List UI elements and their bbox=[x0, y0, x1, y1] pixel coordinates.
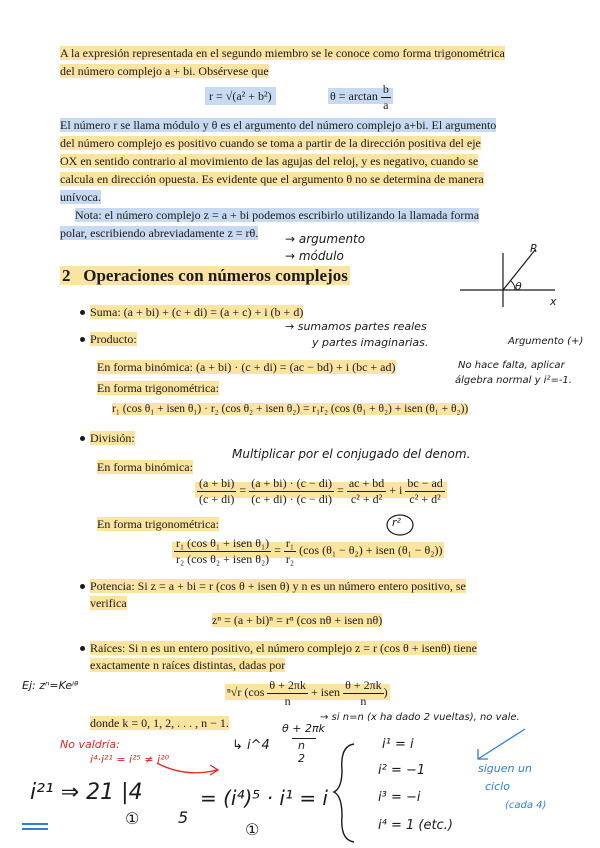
hw-i3: i³ = −i bbox=[378, 790, 421, 805]
intro-line-2 bbox=[60, 63, 269, 79]
hw-ej: Ej: zⁿ=Keⁱᶿ bbox=[22, 679, 79, 692]
hw-no-valdria-2: i⁴·i²¹ = i²⁵ ≠ i²⁰ bbox=[90, 753, 170, 766]
bullet-potencia bbox=[80, 584, 85, 589]
section-title: Operaciones con números complejos bbox=[83, 266, 348, 285]
para1-line-5: unívoca. bbox=[60, 190, 101, 204]
bullet-suma bbox=[80, 310, 85, 315]
section-heading bbox=[60, 266, 350, 286]
raices-frac-1: $\frac{\theta + 2\pi k}{n}$ bbox=[269, 678, 306, 708]
red-arrow bbox=[155, 758, 225, 780]
hw-siguen-1: siguen un bbox=[478, 762, 532, 775]
div-trig-eq bbox=[172, 536, 444, 567]
hw-sum-note-2: y partes imaginarias. bbox=[312, 336, 429, 349]
item-potencia-1: Potencia: Si z = a + bi = r (cos θ + isen θ) y n es un número entero positivo, se bbox=[90, 579, 466, 593]
brace-path bbox=[334, 744, 354, 842]
hw-big-21: i²¹ ⇒ 21 |4 bbox=[30, 780, 143, 805]
eq-r: r = √(a² + b²) bbox=[205, 89, 276, 104]
para1-line-2: del número complejo es positivo cuando se toma a partir de la dirección positiva del eje bbox=[60, 136, 481, 150]
div-b-frac-2: $\frac{(a + bi) \cdot (c - di)}{(c + di) \cdot (c - di)}$ bbox=[251, 476, 333, 506]
hw-siguen-2: ciclo bbox=[485, 780, 510, 793]
hw-i1: i¹ = i bbox=[382, 737, 414, 752]
hw-r-squared: r² bbox=[392, 516, 401, 529]
blue-arrow-shaft bbox=[478, 729, 525, 759]
para1-line-3: OX en sentido contrario al movimiento de las agujas del reloj, y es negativo, cuando se bbox=[60, 154, 479, 168]
section-number: 2 bbox=[62, 266, 71, 285]
hw-modulo: → módulo bbox=[285, 249, 344, 263]
axes-sketch bbox=[455, 245, 565, 315]
item-suma: Suma: (a + bi) + (c + di) = (a + c) + i (b + d) bbox=[90, 305, 304, 319]
intro-line-1 bbox=[60, 45, 505, 61]
div-b-frac-4: $\frac{bc - ad}{\text{c² + d²}}$ bbox=[407, 476, 443, 506]
hw-argumento: → argumento bbox=[285, 232, 366, 246]
intro-text-2: del número complejo a + bi. Obsérvese que bbox=[60, 64, 269, 78]
raices-eq-box: ⁿ√r (cos $\frac{\theta + 2\pi k}{n}$ + isen $\frac{\theta + 2\pi k}{n}$ ) bbox=[227, 678, 388, 708]
div-b-box: $\frac{(a + bi)}{(c + di)}$ = $\frac{(a + bi) \cdot (c - di)}{(c + di) \cdot (c - di)}$ = $\frac{ac + bd}{\text{c² + d²}}$ + i $\frac{bc - ad}{\text{c² + d²}}$ bbox=[195, 482, 447, 498]
div-t-box: $\frac{\text{r₁ (cos θ₁ + isen θ₁)}}{\text{r₂ (cos θ₂ + isen θ₂)}}$ = $\frac{\text{r₁}}{\text{r₂}}$ (cos (θ₁ − θ₂) + isen (θ₁ − θ₂)) bbox=[172, 542, 444, 558]
note-line-1: Nota: el número complejo z = a + bi podemos escribirlo utilizando la llamada forma bbox=[75, 208, 480, 222]
div-binomica-label: En forma binómica: bbox=[97, 460, 193, 474]
hw-theta-den: n bbox=[298, 739, 305, 752]
para1-line-1: El número r se llama módulo y θ es el argumento del número complejo a+bi. El argumento bbox=[60, 118, 497, 132]
blue-underline-1 bbox=[22, 823, 48, 825]
item-raices-1: Raíces: Si n es un entero positivo, el número complejo z = r (cos θ + isenθ) tiene bbox=[90, 641, 477, 655]
hw-i-pi: ↳ i^4 bbox=[232, 738, 270, 753]
prod-trig-eq: r₁ (cos θ₁ + isen θ₁) · r₂ (cos θ₂ + isen θ₂) = r₁r₂ (cos (θ₁ + θ₂) + isen (θ₁ + θ₂)) bbox=[112, 403, 469, 415]
div-binomica-eq bbox=[195, 476, 447, 507]
blue-underline-2 bbox=[22, 828, 48, 830]
hw-big-eq: = (i⁴)⁵ · i¹ = i bbox=[200, 786, 328, 810]
item-raices-2: exactamente n raíces distintas, dadas por bbox=[90, 658, 286, 672]
raices-frac-2: $\frac{\theta + 2\pi k}{n}$ bbox=[345, 678, 382, 708]
para1-line-4: calcula en dirección opuesta. Es evidente que el argumento θ no se determina de manera bbox=[60, 172, 484, 186]
hw-si-n-note: → si n=n (x ha dado 2 vueltas), no vale. bbox=[320, 712, 520, 723]
hw-big-circ: ① bbox=[245, 820, 260, 839]
hw-big-1: ① bbox=[125, 809, 140, 828]
hw-no-hace-2: álgebra normal y i²=-1. bbox=[455, 375, 572, 386]
hw-siguen-3: (cada 4) bbox=[505, 800, 547, 811]
hw-i2: i² = −1 bbox=[378, 763, 426, 778]
red-arrow-head bbox=[210, 765, 218, 775]
hw-theta-2pik: θ + 2πk bbox=[282, 722, 325, 735]
potencia-eq: zⁿ = (a + bi)ⁿ = rⁿ (cos nθ + isen nθ) bbox=[212, 613, 383, 627]
hw-argumento-plus: Argumento (+) bbox=[508, 336, 584, 347]
item-producto: Producto: bbox=[90, 332, 137, 346]
hw-r-label: R bbox=[530, 242, 538, 255]
div-b-frac-3: $\frac{ac + bd}{\text{c² + d²}}$ bbox=[348, 476, 385, 506]
bullet-raices bbox=[80, 646, 85, 651]
hw-x-label: x bbox=[550, 295, 557, 308]
intro-text-1: A la expresión representada en el segundo miembro se le conoce como forma trigonométrica bbox=[60, 46, 505, 60]
prod-binomica: En forma binómica: (a + bi) · (c + di) = (ac − bd) + i (bc + ad) bbox=[97, 360, 396, 374]
hw-two: 2 bbox=[298, 752, 305, 765]
hw-no-valdria-1: No valdría: bbox=[60, 738, 120, 751]
hw-no-hace-1: No hace falta, aplicar bbox=[458, 360, 565, 371]
eq-theta-box: θ = arctan $\frac{b}{a}$ bbox=[328, 88, 393, 104]
bullet-producto bbox=[80, 337, 85, 342]
hw-big-5: 5 bbox=[178, 808, 189, 827]
div-t-frac-1: $\frac{\text{r₁ (cos θ₁ + isen θ₁)}}{\text{r₂ (cos θ₂ + isen θ₂)}}$ bbox=[176, 536, 270, 566]
hw-i4: i⁴ = 1 (etc.) bbox=[378, 818, 453, 833]
raices-eq bbox=[225, 678, 390, 709]
div-b-frac-1: $\frac{(a + bi)}{(c + di)}$ bbox=[199, 476, 235, 506]
hw-theta-label: θ bbox=[515, 280, 522, 293]
eq-theta bbox=[328, 82, 393, 113]
brace bbox=[330, 740, 360, 845]
eq-theta-frac: $\frac{b}{a}$ bbox=[382, 82, 389, 112]
prod-trig-label: En forma trigonométrica: bbox=[97, 381, 219, 395]
hw-multiplicar: Multiplicar por el conjugado del denom. bbox=[232, 447, 471, 461]
bullet-division bbox=[80, 436, 85, 441]
item-division: División: bbox=[90, 431, 135, 445]
note-line-2: polar, escribiendo abreviadamente z = rθ. bbox=[60, 226, 259, 240]
donde-line: donde k = 0, 1, 2, . . . , n − 1. bbox=[90, 716, 229, 730]
div-trig-label: En forma trigonométrica: bbox=[97, 517, 219, 531]
red-arrow-shaft bbox=[157, 763, 217, 773]
section-heading-box bbox=[60, 266, 350, 285]
hw-sum-note-1: → sumamos partes reales bbox=[285, 320, 427, 333]
item-potencia-2: verifica bbox=[90, 596, 127, 610]
div-t-frac-2: $\frac{\text{r₁}}{\text{r₂}}$ bbox=[285, 536, 295, 566]
blue-arrow bbox=[470, 725, 530, 765]
